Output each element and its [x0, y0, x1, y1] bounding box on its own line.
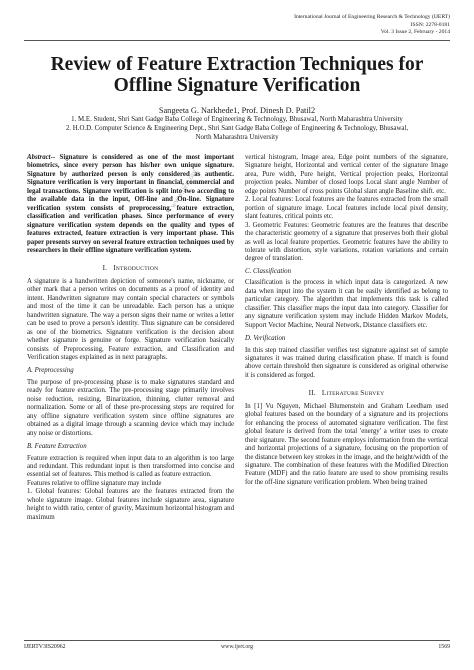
paper-title — [0, 54, 474, 96]
subheading-feature-extraction: B. Feature Extraction — [27, 443, 87, 451]
author-line: Sangeeta G. Narkhede1, Prof. Dinesh D. Patil2 — [158, 106, 316, 115]
features-relative-line: Features relative to offline signature may include — [27, 479, 162, 487]
title-line-1: Review of Feature Extraction Techniques for — [50, 54, 424, 75]
local-features-paragraph: 2. Local features: Local features are the features extracted from the small portion of signature image. Local features include local pixel density, slant features, critical points etc. — [245, 196, 448, 221]
right-column — [245, 154, 448, 487]
section-title-first: L — [321, 389, 327, 398]
footer-left: IJERTV3IS20962 — [24, 644, 66, 650]
section-heading-literature-survey — [245, 389, 448, 398]
affiliation-2: 2. H.O.D. Computer Science & Engineering Dept., Shri Sant Gadge Baba College of Engineering & Technology, Bhusawal, — [65, 124, 409, 132]
preprocessing-paragraph: The purpose of pre-processing phase is to make signatures standard and ready for feature extraction. The pre-processing stage primarily involves noise reduction, resizing, Binarization, thinning, clutter removal and normalization. Some or all of these pre-processing steps are required for any offline signature verification system since offline signatures are obtained as a digital image through a scanning device which may include any noise or distortions. — [27, 378, 234, 437]
global-features-continued: vertical histogram, Image area, Edge point numbers of the signature, Signature height, Horizontal and vertical center of the signature Image area, Pure width, Pure height, Vertical projection peaks, Horizontal projection peaks. Number of closed loops Local slant angle Number of edge points Number of cross points Global slant angle Baseline shift. etc. — [245, 154, 448, 195]
subheading-preprocessing: A. Preprocessing — [27, 367, 74, 375]
journal-header — [294, 14, 450, 37]
section-title-rest: NTRODUCTION — [115, 266, 159, 273]
affiliations — [30, 116, 444, 143]
journal-name: International Journal of Engineering Research & Technology (IJERT) — [294, 14, 450, 20]
subheading-verification: D. Verification — [245, 335, 286, 343]
watermark: www.ijert.org — [168, 167, 200, 210]
journal-issn: ISSN: 2278-0181 — [410, 21, 450, 28]
geometric-features-paragraph: 3. Geometric Features: Geometric features are the features that describe the characteristic geometry of a signature that preserves both their global as well as local feature properties. Geometric features have the ability to tolerate with distortion, style variations, rotation variations and certain degree of translation. — [245, 221, 448, 263]
abstract-label: Abstract — [27, 154, 51, 161]
left-column — [27, 154, 234, 522]
journal-volume: Vol. 3 Issue 2, February - 2014 — [380, 29, 450, 36]
literature-paragraph: In [1] Vu Nguyen, Michael Blumenstein and Graham Leedham used global features based on the boundary of a signature and its projections for enhancing the process of automated signature verification. The first global feature is derived from the total 'energy' a writer uses to create their signature. The second feature employs information from the vertical and horizontal projections of a signature, focusing on the proportion of the distance between key strokes in the image, and the height/width of the signature. The combination of these features with the Modified Direction Feature (MDF) and the ratio feature are used to show promising results for the off-line signature verification problem. When being trained — [245, 402, 448, 486]
header-rule — [24, 40, 450, 41]
section-number: I. — [102, 264, 108, 273]
abstract — [27, 154, 234, 255]
feature-extraction-paragraph: Feature extraction is required when input data to an algorithm is too large and redundant. This redundant input is then transformed into concise and essential set of features. This method is called as feature extraction. — [27, 454, 234, 479]
section-title-first-2: S — [360, 389, 365, 398]
subheading-classification: C. Classification — [245, 267, 292, 275]
affiliation-1: 1. M.E. Student, Shri Sant Gadge Baba College of Engineering & Technology, Bhusawal, North Maharashtra University — [71, 116, 403, 123]
footer-center[interactable]: www.ijert.org — [220, 644, 254, 650]
footer-rule — [24, 640, 450, 641]
title-line-2: Offline Signature Verification — [113, 75, 361, 96]
section-heading-introduction — [27, 264, 234, 273]
section-title-rest-2: URVEY — [364, 391, 385, 398]
intro-paragraph: A signature is a handwritten depiction of someone's name, nickname, or other mark that a person writes on documents as a proof of identity and intent. Handwritten signature may contain special characters or symbols and most of the time it can be unreadable. Each person has a unique handwritten signature. The way a person signs their name or writes a letter can be used to prove a person's identity. Thus signature can be considered as one of the biometrics. Signature verification is the decision about whether signature is genuine or forge. Signature verification basically consists of Preprocessing, Feature extraction, and Classification and Verification stages explained as in next paragraphs. — [27, 277, 234, 361]
section-title-first: I — [113, 264, 116, 273]
footer-page-number: 1569 — [438, 644, 450, 650]
verification-paragraph: In this step trained classifier verifies test signature against set of sample signatures it was trained during classification phase. If match is found above certain threshold then signature is considered as original otherwise it is considered as forged. — [245, 346, 448, 379]
global-features-paragraph: 1. Global features: Global features are the features extracted from the whole signature image. Global features include signature area, signature height to width ratio, center of gravity, Maximum horizontal histogram and maximum — [27, 488, 234, 521]
abstract-text: -- Signature is considered as one of the most important biometrics, since every person has his/her own unique signature. Signature by authorized person is only considered as authentic. Signature verification is very important in financial, commercial and legal transactions. Signature verification is split into two according to the available data in the input, Off-line and On-line. Signature verification system consists of preprocessing, feature extraction, classification and verification phases. Since performance of every signature verification system depends on the quality and types of features extracted, feature extraction is very important phase. This paper presents survey on several feature extraction techniques used by researchers in their offline signature verification system. — [27, 154, 234, 254]
classification-paragraph: Classification is the process in which input data is categorized. A new data when input into the system it can be easily identified as belong to particular category. The algorithm that implements this task is called classifier. This classifier maps the input data into category. Classifier for any signature verification system may include Hidden Markov Models, Support Vector Machine, Neural Network, Distance classifiers etc. — [245, 279, 448, 329]
affiliation-2-cont: North Maharashtra University — [195, 133, 279, 141]
section-title-rest: ITERATURE — [326, 391, 361, 398]
section-number: II. — [308, 389, 316, 398]
